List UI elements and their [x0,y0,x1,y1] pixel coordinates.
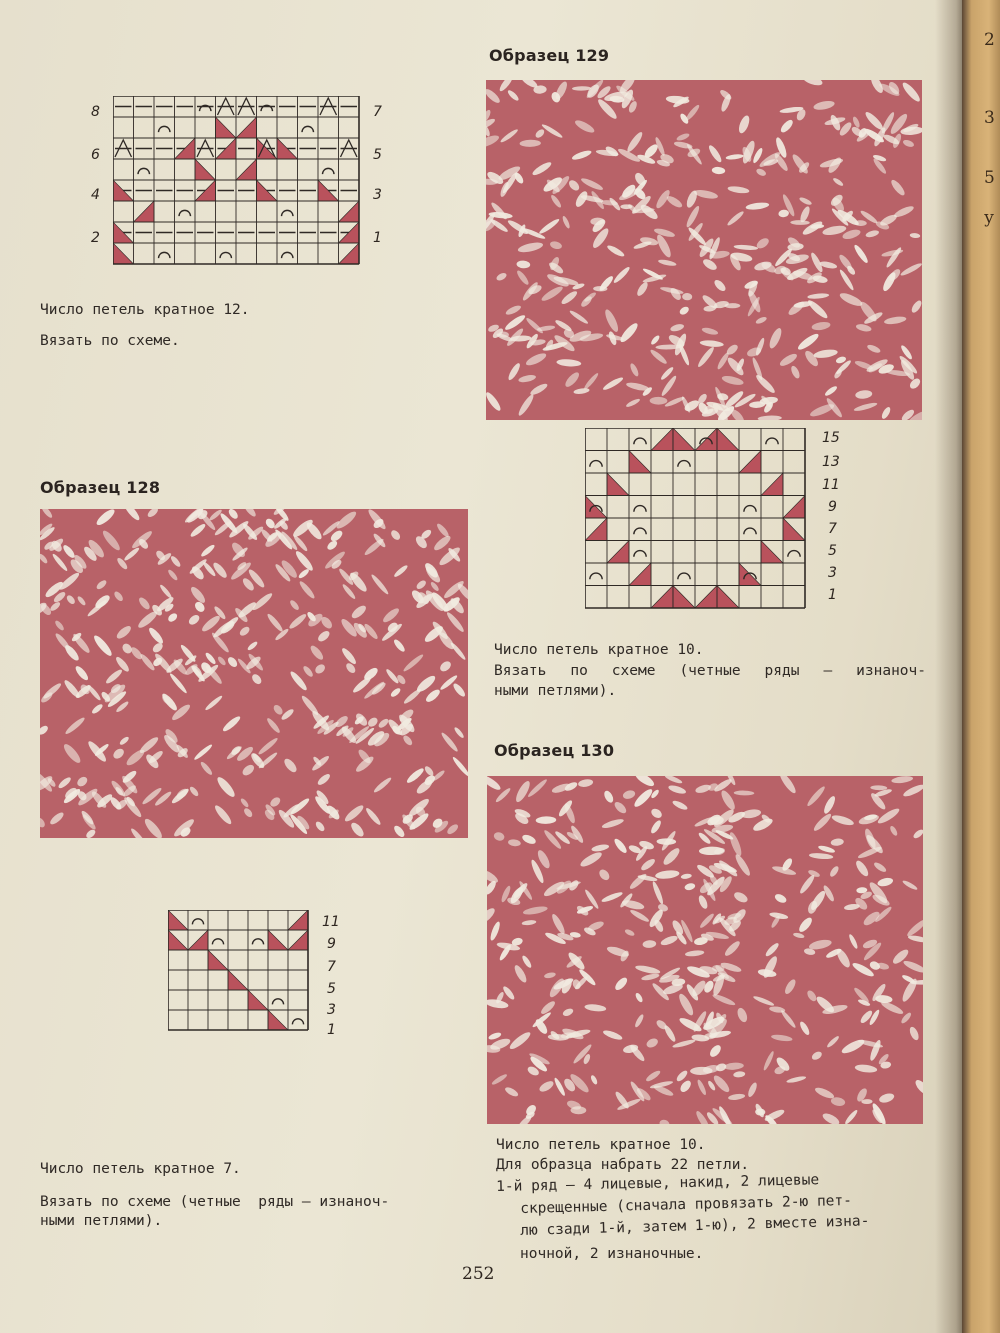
page-number: 252 [462,1264,495,1284]
decrease-symbol [268,1010,288,1030]
pattern-130-line-6: ночной, 2 изнаночные. [520,1246,704,1262]
pattern-128-photo [40,509,468,838]
row-label: 9 [327,936,336,952]
decrease-symbol [248,990,268,1010]
row-label: 3 [327,1002,336,1018]
yarn-over-symbol [590,461,602,467]
decrease-symbol [585,496,607,519]
yarn-over-symbol [159,126,170,132]
decrease-symbol [717,586,739,609]
decrease-symbol [651,428,673,451]
row-label: 3 [373,187,382,203]
pattern-129-caption-2-line-1: Вязать по схеме (четные ряды — изнаноч- [494,663,926,679]
decrease-symbol [717,428,739,451]
row-label: 6 [91,147,100,163]
yarn-over-symbol [272,999,283,1005]
decrease-symbol [739,563,761,586]
decrease-symbol [168,910,188,930]
yarn-over-symbol [220,252,231,258]
pattern-128-caption-1: Число петель кратное 7. [40,1161,241,1177]
decrease-symbol [739,451,761,474]
yarn-over-symbol [766,438,778,444]
row-label: 7 [828,521,837,537]
knit-texture-129 [486,80,922,420]
decrease-symbol [629,451,651,474]
yarn-over-symbol [302,126,313,132]
yarn-over-symbol [282,252,293,258]
yarn-over-symbol [252,939,263,945]
row-label: 9 [828,499,837,515]
yarn-over-symbol [744,528,756,534]
decrease-symbol [783,496,805,519]
pattern-top-caption-1: Число петель кратное 12. [40,302,250,318]
knit-texture-128 [40,509,468,838]
decrease-symbol [168,930,188,950]
knit-texture-130 [487,776,923,1124]
yarn-over-symbol [212,939,223,945]
next-page-edge [962,0,1000,1333]
stitch-chart-128 [168,910,310,1032]
row-label: 13 [822,454,840,470]
pattern-130-photo [487,776,923,1124]
next-page-glyph: 2 [984,30,995,50]
decrease-symbol [188,930,208,950]
decrease-symbol [761,541,783,564]
decrease-symbol [585,518,607,541]
stitch-chart-top [113,96,363,268]
decrease-symbol [673,586,695,609]
next-page-glyph: 3 [984,108,995,128]
photo-background [40,509,468,838]
yarn-over-symbol [292,1019,303,1025]
pattern-129-photo [486,80,922,420]
stitch-chart-129 [585,428,811,610]
decrease-symbol [607,473,629,496]
pattern-128-caption-2-line-1: Вязать по схеме (четные ряды — изнаноч- [40,1194,390,1210]
row-label: 11 [822,477,840,493]
next-page-glyph: 5 [984,168,995,188]
pattern-128-title: Образец 128 [40,478,161,497]
row-label: 3 [828,565,837,581]
pattern-129-caption-2-line-2: ными петлями). [494,683,617,699]
pattern-top-caption-2: Вязать по схеме. [40,333,180,349]
decrease-symbol [288,910,308,930]
yarn-over-symbol [634,506,646,512]
decrease-symbol [288,930,308,950]
row-label: 5 [327,981,336,997]
pattern-130-line-4: скрещенные (сначала провязать 2-ю пет- [520,1192,853,1217]
decrease-symbol [216,117,237,138]
decrease-symbol [236,117,257,138]
pattern-130-line-3: 1-й ряд — 4 лицевые, накид, 2 лицевые [496,1172,820,1195]
row-label: 5 [373,147,382,163]
decrease-symbol [761,473,783,496]
pattern-130-line-2: Для образца набрать 22 петли. [496,1157,750,1173]
pattern-130-line-1: Число петель кратное 10. [496,1137,706,1153]
pattern-129-caption-1: Число петель кратное 10. [494,642,704,658]
yarn-over-symbol [634,438,646,444]
decrease-symbol [629,563,651,586]
decrease-symbol [673,428,695,451]
yarn-over-symbol [678,461,690,467]
yarn-over-symbol [590,573,602,579]
yarn-over-symbol [634,528,646,534]
decrease-symbol [783,518,805,541]
decrease-symbol [134,201,155,222]
decrease-symbol [113,243,134,264]
row-label: 1 [327,1022,336,1038]
row-label: 1 [828,587,837,603]
row-label: 7 [327,959,336,975]
pattern-130-title: Образец 130 [494,741,615,760]
book-gutter-shadow [935,0,962,1333]
decrease-symbol [607,541,629,564]
decrease-symbol [195,159,216,180]
yarn-over-symbol [323,168,334,174]
yarn-over-symbol [159,252,170,258]
decrease-symbol [339,243,360,264]
decrease-symbol [268,930,288,950]
next-page-glyph: у [984,208,995,228]
yarn-over-symbol [282,210,293,216]
row-label: 11 [322,914,340,930]
decrease-symbol [228,970,248,990]
row-label: 4 [91,187,100,203]
pattern-129-title: Образец 129 [489,46,610,65]
row-label: 2 [91,230,100,246]
decrease-symbol [339,201,360,222]
yarn-over-symbol [744,506,756,512]
yarn-over-symbol [678,573,690,579]
yarn-over-symbol [634,551,646,557]
row-label: 1 [373,230,382,246]
decrease-symbol [236,159,257,180]
row-label: 8 [91,104,100,120]
row-label: 5 [828,543,837,559]
decrease-symbol [208,950,228,970]
decrease-symbol [695,428,717,451]
yarn-over-symbol [192,919,203,925]
pattern-130-line-5: лю сзади 1-й, затем 1-ю), 2 вместе изна- [520,1213,870,1239]
yarn-over-symbol [788,551,800,557]
decrease-symbol [651,586,673,609]
decrease-symbol [695,586,717,609]
pattern-128-caption-2-line-2: ными петлями). [40,1213,163,1229]
row-label: 15 [822,430,840,446]
yarn-over-symbol [138,168,149,174]
row-label: 7 [373,104,382,120]
yarn-over-symbol [179,210,190,216]
